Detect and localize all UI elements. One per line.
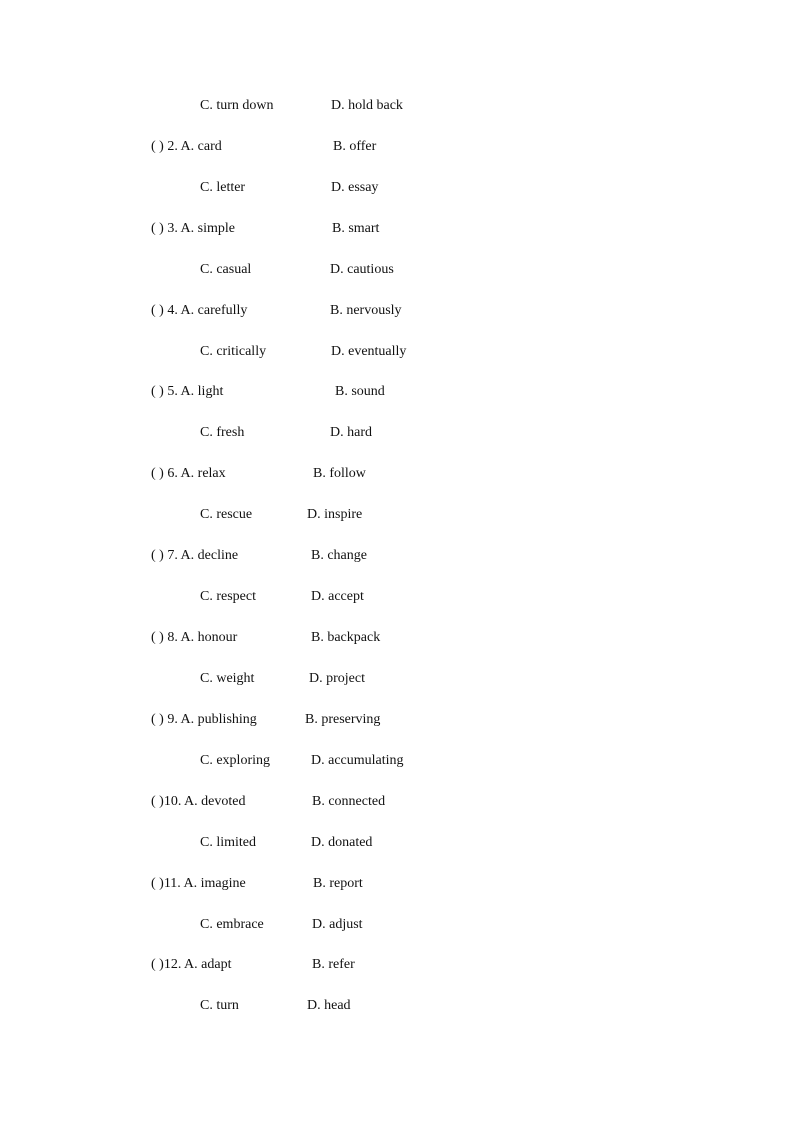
option-text: B. report [313, 876, 363, 891]
question-text: ( ) 3. A. simple [151, 221, 235, 236]
option-text: C. rescue [200, 507, 253, 522]
option-text: C. respect [200, 589, 256, 604]
option-text: B. change [311, 548, 367, 563]
option-text: D. accept [311, 589, 364, 604]
option-text: D. accumulating [311, 753, 404, 768]
option-text: D. head [307, 998, 351, 1013]
option-text: B. backpack [311, 630, 381, 645]
question-text: ( )10. A. devoted [151, 794, 246, 809]
option-text: C. letter [200, 180, 246, 195]
option-text: C. turn down [200, 98, 274, 113]
option-text: C. fresh [200, 425, 245, 440]
option-text: C. embrace [200, 917, 264, 932]
option-text: B. refer [312, 957, 355, 972]
question-text: ( ) 8. A. honour [151, 630, 238, 645]
question-text: ( ) 7. A. decline [151, 548, 239, 563]
option-text: C. critically [200, 344, 267, 359]
option-text: B. nervously [330, 303, 402, 318]
option-text: D. inspire [307, 507, 363, 522]
option-text: D. hold back [331, 98, 403, 113]
option-text: C. casual [200, 262, 252, 277]
option-text: B. sound [335, 384, 385, 399]
option-text: C. turn [200, 998, 239, 1013]
option-text: D. cautious [330, 262, 394, 277]
option-text: D. project [309, 671, 365, 686]
question-text: ( )11. A. imagine [151, 876, 246, 891]
option-text: D. donated [311, 835, 373, 850]
question-text: ( ) 6. A. relax [151, 466, 226, 481]
option-text: C. weight [200, 671, 255, 686]
option-text: B. preserving [305, 712, 381, 727]
question-text: ( ) 2. A. card [151, 139, 222, 154]
option-text: C. exploring [200, 753, 270, 768]
option-text: D. eventually [331, 344, 407, 359]
option-text: D. adjust [312, 917, 363, 932]
option-text: B. connected [312, 794, 386, 809]
option-text: B. offer [333, 139, 377, 154]
question-text: ( ) 5. A. light [151, 384, 224, 399]
option-text: D. hard [330, 425, 372, 440]
question-text: ( ) 9. A. publishing [151, 712, 257, 727]
option-text: B. follow [313, 466, 366, 481]
option-text: D. essay [331, 180, 379, 195]
option-text: C. limited [200, 835, 256, 850]
option-text: B. smart [332, 221, 380, 236]
question-text: ( ) 4. A. carefully [151, 303, 248, 318]
question-text: ( )12. A. adapt [151, 957, 232, 972]
